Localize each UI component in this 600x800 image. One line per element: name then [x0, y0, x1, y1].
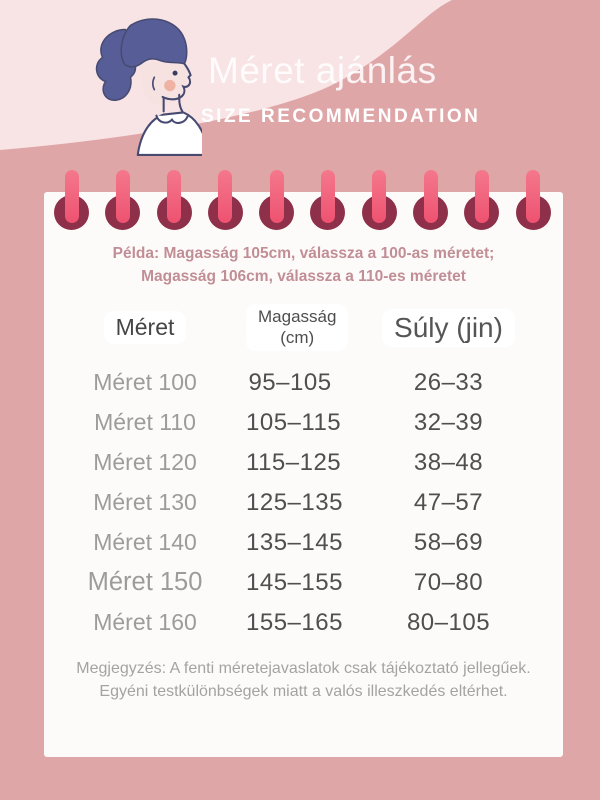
- ring-wire: [321, 170, 335, 223]
- row-weight-value: 58–69: [413, 528, 484, 556]
- ring-wire: [372, 170, 386, 223]
- blush-circle: [164, 80, 175, 91]
- row-weight-value: 38–48: [413, 448, 484, 476]
- row-size-label: Méret 150: [87, 568, 203, 596]
- row-weight-value: 80–105: [406, 608, 491, 636]
- table-row: [44, 443, 563, 483]
- header-cell-height: [246, 304, 337, 351]
- ring-wire: [218, 170, 232, 223]
- ring-wire: [116, 170, 130, 223]
- eye-dot: [173, 71, 178, 76]
- row-height-value: 105–115: [246, 408, 342, 436]
- hair: [121, 19, 186, 67]
- size-column-label: Méret: [104, 311, 187, 344]
- header-cell-size: [44, 311, 246, 344]
- row-size-label: Méret 110: [94, 409, 196, 435]
- example-note: Példa: Magasság 105cm, válassza a 100-as méretet; Magasság 106cm, válassza a 110-es méretet: [112, 245, 495, 286]
- table-row: [44, 523, 563, 563]
- binder-ring: [413, 170, 448, 232]
- ring-wire: [424, 170, 438, 223]
- binder-ring: [516, 170, 551, 232]
- ring-wire: [167, 170, 181, 223]
- row-height-value: 125–135: [246, 488, 343, 516]
- table-row: [44, 363, 563, 403]
- binder-ring: [54, 170, 89, 232]
- row-size-label: Méret 130: [93, 489, 197, 515]
- header-cell-weight: [334, 309, 563, 347]
- ring-wire: [526, 170, 540, 223]
- size-table: [44, 299, 563, 643]
- row-height-value: 135–145: [246, 528, 343, 556]
- binder-ring: [105, 170, 140, 232]
- table-row: [44, 563, 563, 603]
- row-height-value: 95–105: [248, 368, 332, 396]
- weight-column-label: Súly (jin): [382, 309, 515, 347]
- row-weight-value: 26–33: [413, 368, 484, 396]
- row-size-label: Méret 160: [93, 609, 197, 635]
- size-card: [44, 192, 563, 757]
- row-weight-value: 70–80: [413, 568, 484, 596]
- ring-wire: [65, 170, 79, 223]
- binder-ring: [362, 170, 397, 232]
- height-unit-label: (cm): [280, 327, 315, 347]
- row-height-value: 155–165: [246, 608, 343, 636]
- row-weight-value: 47–57: [413, 488, 484, 516]
- row-size-label: Méret 100: [93, 369, 197, 395]
- ring-wire: [270, 170, 284, 223]
- height-label: Magasság: [258, 307, 337, 327]
- size-table-body: [44, 363, 563, 643]
- binder-ring: [157, 170, 192, 232]
- row-size-label: Méret 120: [93, 449, 197, 475]
- binder-ring: [259, 170, 294, 232]
- ring-wire: [475, 170, 489, 223]
- footer-note: Megjegyzés: A fenti méretejavaslatok csak tájékoztató jellegűek. Egyéni testkülönbségek miatt a valós illeszkedés eltérhet.: [76, 659, 531, 700]
- page-subtitle: SIZE RECOMMENDATION: [201, 106, 481, 127]
- row-weight-value: 32–39: [413, 408, 484, 436]
- table-header-row: [44, 299, 563, 357]
- row-size-label: Méret 140: [93, 529, 197, 555]
- table-row: [44, 483, 563, 523]
- binder-ring: [464, 170, 499, 232]
- table-row: [44, 603, 563, 643]
- row-height-value: 115–125: [246, 448, 342, 476]
- girl-illustration: [88, 14, 202, 156]
- binder-ring: [208, 170, 243, 232]
- table-row: [44, 403, 563, 443]
- page-title: Méret ajánlás: [208, 50, 437, 91]
- binder-ring: [310, 170, 345, 232]
- row-height-value: 145–155: [246, 568, 343, 596]
